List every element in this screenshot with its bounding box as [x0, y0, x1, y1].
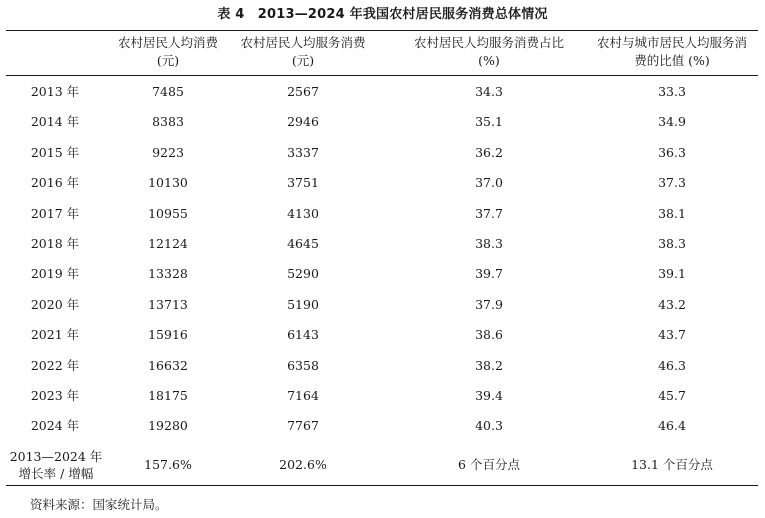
cell-ratio: 33.3: [658, 84, 686, 99]
table-row: [6, 172, 758, 194]
cell-service: 4130: [287, 205, 319, 221]
cell-year: 2016 年: [30, 175, 80, 191]
header-service-line1: 农村居民人均服务消费: [240, 35, 366, 50]
cell-ratio: 36.3: [658, 144, 686, 160]
cell-ratio: 37.3: [658, 175, 686, 191]
table-top-rule: [6, 30, 758, 31]
table-row: [6, 203, 758, 225]
growth-share: 6 个百分点: [458, 457, 520, 472]
cell-share: 36.2: [475, 144, 503, 160]
cell-share: 37.7: [475, 205, 503, 221]
cell-share: 38.2: [475, 357, 503, 373]
growth-ratio: 13.1 个百分点: [631, 457, 713, 472]
cell-service: 4645: [287, 236, 319, 251]
cell-year: 2021 年: [30, 327, 80, 343]
cell-consumption: 12124: [148, 236, 188, 251]
header-share-line1: 农村居民人均服务消费占比: [413, 35, 564, 50]
header-year: [6, 34, 110, 74]
cell-year: 2023 年: [30, 388, 80, 403]
growth-service: 202.6%: [279, 457, 327, 472]
table-row: [6, 385, 758, 407]
header-service-line2: (元): [291, 53, 315, 68]
cell-year: 2019 年: [30, 266, 80, 282]
cell-share: 38.6: [475, 327, 503, 343]
cell-consumption: 19280: [148, 418, 188, 434]
header-share: [396, 34, 582, 74]
cell-ratio: 46.3: [658, 357, 686, 373]
cell-consumption: 13328: [148, 266, 188, 282]
cell-service: 3751: [287, 175, 319, 191]
cell-year: 2017 年: [30, 205, 80, 221]
cell-service: 7767: [287, 418, 319, 434]
cell-ratio: 38.1: [658, 205, 686, 221]
table-row: [6, 111, 758, 133]
header-consumption: [113, 34, 223, 74]
header-service: [234, 34, 372, 74]
table-bottom-rule: [6, 485, 758, 486]
cell-share: 37.9: [475, 296, 503, 312]
header-ratio: [586, 34, 758, 74]
header-consumption-line1: 农村居民人均消费: [117, 35, 218, 50]
cell-consumption: 8383: [152, 114, 184, 130]
growth-label-line1: 2013—2024 年: [9, 449, 103, 464]
cell-service: 3337: [287, 144, 319, 160]
growth-label-line2: 增长率 / 增幅: [18, 466, 94, 481]
cell-consumption: 7485: [152, 84, 184, 99]
cell-consumption: 16632: [148, 357, 188, 373]
cell-consumption: 10130: [148, 175, 188, 191]
cell-year: 2018 年: [30, 236, 80, 251]
cell-share: 37.0: [475, 175, 503, 191]
cell-year: 2022 年: [30, 357, 80, 373]
cell-share: 35.1: [475, 114, 503, 130]
growth-row: [6, 454, 758, 476]
cell-ratio: 43.7: [658, 327, 686, 343]
source-note: 资料来源：国家统计局。: [30, 497, 168, 512]
cell-service: 5190: [287, 296, 319, 312]
table-row: [6, 355, 758, 377]
cell-consumption: 9223: [152, 144, 184, 160]
cell-ratio: 43.2: [658, 296, 686, 312]
cell-year: 2014 年: [30, 114, 80, 130]
cell-service: 6358: [287, 357, 319, 373]
table-row: [6, 324, 758, 346]
table-row: [6, 294, 758, 316]
table-row: [6, 142, 758, 164]
cell-year: 2024 年: [30, 418, 80, 434]
cell-consumption: 15916: [148, 327, 188, 343]
cell-year: 2020 年: [30, 296, 80, 312]
table-row: [6, 415, 758, 437]
cell-service: 2567: [287, 84, 319, 99]
header-consumption-line2: (元): [156, 53, 180, 68]
cell-consumption: 10955: [148, 205, 188, 221]
table-row: [6, 81, 758, 103]
cell-ratio: 38.3: [658, 236, 686, 251]
cell-consumption: 13713: [148, 296, 188, 312]
cell-service: 6143: [287, 327, 319, 343]
cell-year: 2015 年: [30, 144, 80, 160]
table-title: 表 4 2013—2024 年我国农村居民服务消费总体情况: [217, 7, 548, 22]
cell-service: 5290: [287, 266, 319, 282]
cell-ratio: 39.1: [658, 266, 686, 282]
header-ratio-line2: 费的比值 (%): [634, 53, 710, 68]
header-ratio-line1: 农村与城市居民人均服务消: [596, 35, 747, 50]
cell-ratio: 45.7: [658, 388, 686, 403]
table-row: [6, 233, 758, 255]
table-row: [6, 263, 758, 285]
cell-consumption: 18175: [148, 388, 188, 403]
header-share-line2: (%): [478, 53, 500, 68]
growth-consumption: 157.6%: [144, 457, 192, 472]
cell-service: 2946: [287, 114, 319, 130]
cell-share: 38.3: [475, 236, 503, 251]
cell-service: 7164: [287, 388, 319, 403]
cell-share: 40.3: [475, 418, 503, 434]
cell-year: 2013 年: [30, 84, 80, 99]
cell-ratio: 46.4: [658, 418, 686, 434]
table-header-rule: [6, 75, 758, 76]
cell-share: 39.4: [475, 388, 503, 403]
cell-ratio: 34.9: [658, 114, 686, 130]
cell-share: 34.3: [475, 84, 503, 99]
cell-share: 39.7: [475, 266, 503, 282]
